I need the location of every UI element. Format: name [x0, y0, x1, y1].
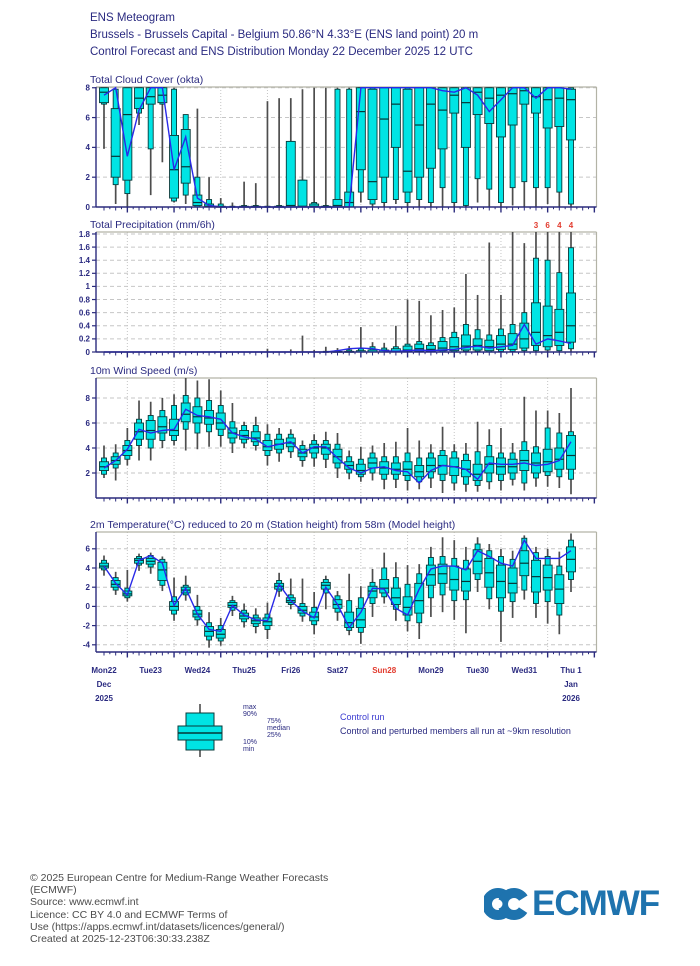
ecmwf-logo-text: ECMWF [532, 884, 660, 923]
svg-text:4: 4 [85, 143, 90, 153]
page-title: ENS Meteogram [90, 12, 176, 24]
svg-text:2: 2 [85, 468, 90, 478]
svg-text:-2: -2 [82, 621, 90, 631]
panel-precip [79, 219, 597, 358]
resolution-note: Control and perturbed members all run at ~9km resolution [340, 726, 571, 736]
svg-text:0: 0 [85, 602, 90, 612]
location-subtitle: Brussels - Brussels Capital - Belgium 50.86°N 4.33°E (ENS land point) 20 m [90, 29, 479, 41]
svg-text:6: 6 [85, 113, 90, 123]
svg-text:Thu25: Thu25 [232, 666, 256, 675]
svg-text:0: 0 [85, 347, 90, 357]
svg-text:Wed24: Wed24 [184, 666, 211, 675]
svg-text:Mon22: Mon22 [91, 666, 117, 675]
box-whisker-legend-icon [176, 702, 224, 760]
svg-text:Tue30: Tue30 [466, 666, 489, 675]
legend-90pct-label: 90% [243, 711, 258, 718]
svg-text:Dec: Dec [96, 680, 112, 689]
panel-wind [86, 365, 597, 504]
ecmwf-logo-icon [484, 884, 528, 924]
svg-text:1.6: 1.6 [78, 242, 90, 252]
svg-text:2: 2 [85, 172, 90, 182]
svg-text:Sun28: Sun28 [372, 666, 397, 675]
svg-text:Thu 1: Thu 1 [560, 666, 582, 675]
x-axis-day-labels [91, 666, 582, 703]
svg-text:1.8: 1.8 [78, 229, 90, 239]
created-at-line: Created at 2025-12-23T06:30:33.238Z [30, 933, 210, 946]
legend-median-label: median [267, 725, 290, 732]
svg-text:0.4: 0.4 [78, 321, 90, 331]
panel-temp [83, 519, 597, 658]
legend-75pct-label: 75% [267, 718, 282, 725]
svg-text:1.4: 1.4 [78, 255, 90, 265]
svg-text:4: 4 [85, 563, 90, 573]
svg-text:Jan: Jan [564, 680, 578, 689]
svg-text:6: 6 [545, 221, 550, 230]
legend-max-label: max [243, 704, 257, 711]
legend-25pct-label: 25% [267, 732, 282, 739]
svg-text:6: 6 [85, 418, 90, 428]
ecmwf-logo [484, 884, 659, 924]
svg-text:0.2: 0.2 [78, 334, 90, 344]
svg-text:8: 8 [85, 393, 90, 403]
svg-text:Total Cloud Cover (okta): Total Cloud Cover (okta) [90, 74, 204, 86]
svg-text:4: 4 [85, 443, 90, 453]
svg-text:Sat27: Sat27 [326, 666, 349, 675]
copyright-line2: (ECMWF) [30, 884, 77, 897]
svg-text:Mon29: Mon29 [418, 666, 444, 675]
svg-text:8: 8 [85, 83, 90, 93]
svg-text:0.6: 0.6 [78, 308, 90, 318]
svg-text:Total Precipitation (mm/6h): Total Precipitation (mm/6h) [90, 219, 215, 231]
meteogram-chart [0, 70, 700, 710]
legend-min-label: min [243, 746, 255, 753]
svg-text:6: 6 [85, 544, 90, 554]
source-line: Source: www.ecmwf.int [30, 896, 139, 909]
copyright-line: © 2025 European Centre for Medium-Range Weather Forecasts [30, 872, 329, 884]
svg-text:Fri26: Fri26 [281, 666, 301, 675]
legend-10pct-label: 10% [243, 739, 258, 746]
svg-text:-4: -4 [82, 640, 90, 650]
licence-url-line: Use (https://apps.ecmwf.int/datasets/licences/general/) [30, 920, 285, 933]
panel-cloud [86, 74, 597, 213]
licence-line: Licence: CC BY 4.0 and ECMWF Terms of [30, 908, 228, 921]
svg-text:1: 1 [85, 282, 90, 292]
footer [30, 872, 328, 945]
svg-text:2026: 2026 [562, 694, 580, 703]
svg-text:2025: 2025 [95, 694, 113, 703]
forecast-subtitle: Control Forecast and ENS Distribution Monday 22 December 2025 12 UTC [90, 46, 473, 58]
svg-text:3: 3 [533, 221, 539, 230]
header [90, 10, 478, 61]
svg-text:2: 2 [85, 583, 90, 592]
svg-text:1.2: 1.2 [78, 269, 90, 279]
svg-text:Wed31: Wed31 [511, 666, 538, 675]
svg-text:4: 4 [557, 221, 562, 230]
svg-text:Tue23: Tue23 [139, 666, 162, 675]
control-run-label: Control run [340, 712, 385, 722]
svg-text:10m Wind Speed (m/s): 10m Wind Speed (m/s) [90, 365, 198, 377]
svg-text:0.8: 0.8 [78, 295, 90, 305]
svg-text:4: 4 [568, 221, 574, 230]
svg-text:2m Temperature(°C) reduced to: 2m Temperature(°C) reduced to 20 m (Station height) from 58m (Model height) [90, 519, 456, 531]
svg-text:0: 0 [85, 202, 90, 212]
